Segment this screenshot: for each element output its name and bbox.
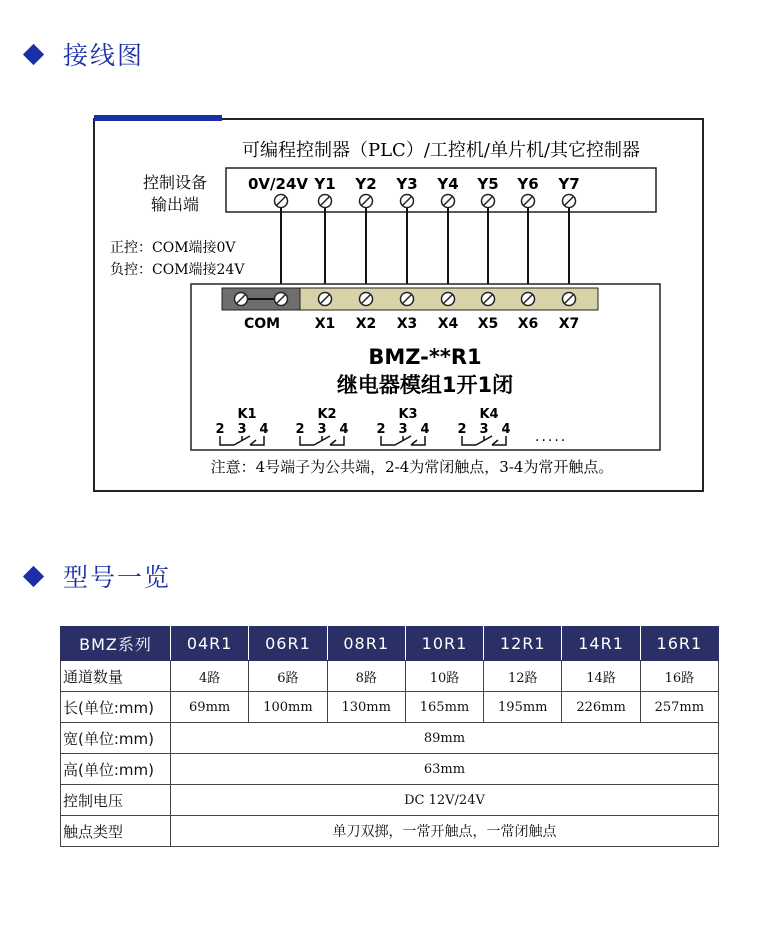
top-terminal-label: Y3 xyxy=(396,175,418,193)
table-cell: 16路 xyxy=(640,661,718,692)
bottom-terminal-label: X3 xyxy=(396,316,418,332)
relay-pin-label: 4 xyxy=(339,422,349,437)
relay-pin-label: 3 xyxy=(317,422,327,437)
row-label-contact-type: 触点类型 xyxy=(61,816,171,847)
terminal-screw-icon xyxy=(401,293,414,306)
top-terminal-label: Y4 xyxy=(437,175,459,193)
table-row xyxy=(61,661,719,692)
terminal-screw-icon xyxy=(401,195,414,208)
relay-pin-label: 3 xyxy=(479,422,489,437)
output-label-line2: 输出端 xyxy=(150,195,200,214)
table-cell: 10路 xyxy=(405,661,483,692)
relay-ellipsis: ..... xyxy=(535,429,568,445)
terminal-screw-icon xyxy=(275,293,288,306)
table-cell: 4路 xyxy=(171,661,249,692)
row-label-height: 高(单位:mm) xyxy=(61,754,171,785)
table-cell: 14路 xyxy=(562,661,640,692)
relay-pin-label: 3 xyxy=(398,422,408,437)
terminal-screw-icon xyxy=(319,195,332,208)
table-cell: 165mm xyxy=(405,692,483,723)
table-cell-merged: 89mm xyxy=(171,723,719,754)
relay-name: K4 xyxy=(479,407,499,422)
header-model: 06R1 xyxy=(249,627,327,661)
section-title-models: 型号一览 xyxy=(63,563,172,592)
row-label-channels: 通道数量 xyxy=(61,661,171,692)
table-cell-merged: 单刀双掷，一常开触点，一常闭触点 xyxy=(171,816,719,847)
module-description: 继电器模组1开1闭 xyxy=(336,373,514,397)
header-model: 10R1 xyxy=(405,627,483,661)
top-terminal-label: Y2 xyxy=(355,175,377,193)
relay-pin-label: 3 xyxy=(237,422,247,437)
relay-name: K3 xyxy=(398,407,418,422)
terminal-screw-icon xyxy=(522,195,535,208)
relay-pin-label: 2 xyxy=(457,422,467,437)
diamond-bullet-icon xyxy=(23,43,44,64)
header-model: 04R1 xyxy=(171,627,249,661)
table-cell: 130mm xyxy=(327,692,405,723)
terminal-screw-icon xyxy=(563,293,576,306)
terminal-screw-icon xyxy=(442,293,455,306)
top-terminal-label: Y5 xyxy=(477,175,499,193)
top-terminal-label: Y1 xyxy=(314,175,336,193)
model-table-header-row xyxy=(61,627,719,661)
bottom-terminal-label: X4 xyxy=(437,316,459,332)
bottom-terminal-label: COM xyxy=(243,316,281,332)
terminal-screw-icon xyxy=(563,195,576,208)
controller-label: 可编程控制器（PLC）/工控机/单片机/其它控制器 xyxy=(241,140,641,161)
row-label-length: 长(单位:mm) xyxy=(61,692,171,723)
terminal-screw-icon xyxy=(360,293,373,306)
terminal-screw-icon xyxy=(360,195,373,208)
wiring-diagram xyxy=(0,100,770,500)
table-row xyxy=(61,785,719,816)
relay-pin-label: 2 xyxy=(295,422,305,437)
table-cell-merged: 63mm xyxy=(171,754,719,785)
terminal-screw-icon xyxy=(522,293,535,306)
relay-pin-label: 2 xyxy=(215,422,225,437)
bottom-terminal-label: X6 xyxy=(517,316,539,332)
table-row xyxy=(61,816,719,847)
output-label-line1: 控制设备 xyxy=(142,173,208,192)
terminal-screw-icon xyxy=(482,293,495,306)
model-table xyxy=(60,626,719,847)
note-negative: 负控：COM端接24V xyxy=(110,262,245,278)
table-cell: 257mm xyxy=(640,692,718,723)
table-cell: 6路 xyxy=(249,661,327,692)
bottom-terminal-label: X1 xyxy=(314,316,336,332)
note-positive: 正控：COM端接0V xyxy=(110,240,236,256)
module-name: BMZ-**R1 xyxy=(368,345,482,369)
section-models-heading xyxy=(22,558,171,594)
row-label-voltage: 控制电压 xyxy=(61,785,171,816)
header-series: BMZ系列 xyxy=(61,627,171,661)
relay-pin-label: 4 xyxy=(420,422,430,437)
table-cell: 100mm xyxy=(249,692,327,723)
section-wiring-heading xyxy=(22,36,144,72)
terminal-screw-icon xyxy=(442,195,455,208)
bottom-terminal-label: X2 xyxy=(355,316,377,332)
table-row xyxy=(61,754,719,785)
top-terminal-label: 0V/24V xyxy=(247,175,309,193)
top-terminal-label: Y7 xyxy=(558,175,580,193)
relay-name: K2 xyxy=(317,407,337,422)
terminal-screw-icon xyxy=(319,293,332,306)
terminal-screw-icon xyxy=(482,195,495,208)
relay-pin-label: 4 xyxy=(259,422,269,437)
relay-name: K1 xyxy=(237,407,257,422)
table-cell: 226mm xyxy=(562,692,640,723)
header-model: 08R1 xyxy=(327,627,405,661)
header-model: 12R1 xyxy=(484,627,562,661)
bottom-terminal-label: X5 xyxy=(477,316,499,332)
table-row xyxy=(61,723,719,754)
header-model: 14R1 xyxy=(562,627,640,661)
table-row xyxy=(61,692,719,723)
table-cell: 195mm xyxy=(484,692,562,723)
section-title-wiring: 接线图 xyxy=(63,41,145,70)
diamond-bullet-icon xyxy=(23,565,44,586)
top-terminal-label: Y6 xyxy=(517,175,539,193)
table-cell: 12路 xyxy=(484,661,562,692)
relay-pin-label: 2 xyxy=(376,422,386,437)
header-model: 16R1 xyxy=(640,627,718,661)
wiring-footnote: 注意：4号端子为公共端，2-4为常闭触点，3-4为常开触点。 xyxy=(210,458,614,476)
table-cell: 8路 xyxy=(327,661,405,692)
terminal-screw-icon xyxy=(235,293,248,306)
bottom-terminal-label: X7 xyxy=(558,316,580,332)
terminal-screw-icon xyxy=(275,195,288,208)
frame-accent-bar xyxy=(94,115,222,121)
table-cell-merged: DC 12V/24V xyxy=(171,785,719,816)
relay-pin-label: 4 xyxy=(501,422,511,437)
table-cell: 69mm xyxy=(171,692,249,723)
row-label-width: 宽(单位:mm) xyxy=(61,723,171,754)
